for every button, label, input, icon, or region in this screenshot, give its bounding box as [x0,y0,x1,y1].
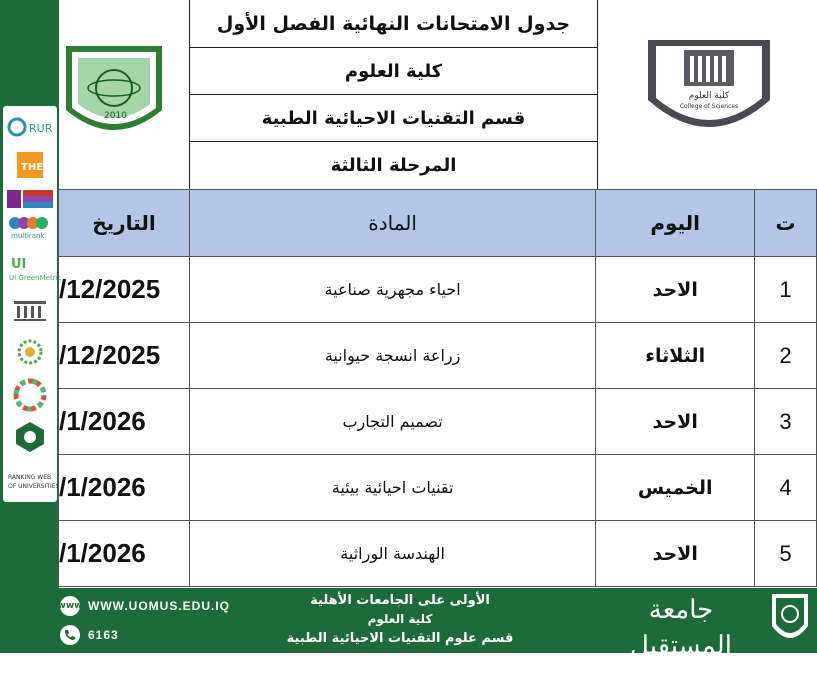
arab-universities-logo [7,336,53,368]
website-row [57,596,230,616]
exam-date: /12/2025 [59,323,190,389]
exam-day: الاحد [596,521,755,587]
svg-text:كلية العلوم: كلية العلوم [688,91,730,101]
footer-bar [0,588,817,684]
table-row [59,257,817,323]
college-name: كلية العلوم [190,47,597,95]
row-number: 4 [755,455,817,521]
university-name-en: AL-MUSTAQBAL UNIVERSITY [633,664,729,684]
university-wordmark [598,592,764,684]
footer-tagline: الأولى على الجامعات الأهلية [310,593,490,608]
ui-greenmetric-logo [7,252,62,286]
svg-text:RUR: RUR [29,122,53,135]
svg-text:RANKING WEB: RANKING WEB [8,474,52,481]
header-day: اليوم [596,190,755,257]
website-link[interactable]: WWW.UOMUS.EDU.IQ [88,599,230,613]
rankings-logo-column [3,106,62,502]
footer-college: كلية العلوم [367,612,433,626]
phone-icon [60,625,80,645]
exam-date: /12/2025 [59,257,190,323]
stage-label: المرحلة الثالثة [190,141,597,189]
table-header-row [59,190,817,257]
svg-text:UI: UI [11,257,27,272]
exam-subject: الهندسة الوراثية [189,521,595,587]
exam-date: /1/2026 [59,389,190,455]
row-number: 3 [755,389,817,455]
university-shield-logo [770,592,810,652]
exam-subject: احياء مجهرية صناعية [189,257,595,323]
department-name: قسم التقنيات الاحيائية الطبية [190,94,597,142]
college-of-sciences-logo [640,36,778,144]
exam-day: الخميس [596,455,755,521]
header-date: التاريخ [59,190,190,257]
columns-logo [7,298,53,324]
svg-text:THE: THE [21,162,44,173]
exam-day: الاحد [596,257,755,323]
svg-text:OF UNIVERSITIES: OF UNIVERSITIES [8,483,60,490]
table-row [59,455,817,521]
globe-icon: www [60,596,80,616]
university-emblem-logo [62,40,166,144]
row-number: 2 [755,323,817,389]
svg-text:College of Sciences: College of Sciences [679,103,739,110]
exam-subject: زراعة انسجة حيوانية [189,323,595,389]
svg-text:2010: 2010 [104,111,127,121]
svg-text:multirank: multirank [11,232,45,240]
exam-schedule-table [58,189,817,587]
the-logo [7,152,53,178]
university-name-ar: جامعة المستقبل [630,595,732,661]
page-title: جدول الامتحانات النهائية الفصل الأول [216,12,571,35]
table-row [59,389,817,455]
header-number: ت [755,190,817,257]
svg-text:UI GreenMetric: UI GreenMetric [9,274,62,282]
footer-text-block [250,591,550,648]
exam-day: الاحد [596,389,755,455]
footer-department: قسم علوم التقنيات الاحيائية الطبية [286,631,514,646]
sdg-logo [7,378,53,412]
header-subject: المادة [189,190,595,257]
the-impact-logo [7,186,53,212]
exam-date: /1/2026 [59,521,190,587]
row-number: 5 [755,521,817,587]
exam-day: الثلاثاء [596,323,755,389]
header-block [189,0,598,189]
webometrics-logo [7,468,60,494]
multirank-logo [7,214,53,240]
row-number: 1 [755,257,817,323]
exam-subject: تصميم التجارب [189,389,595,455]
qs-rur-logo [7,114,53,140]
table-row [59,323,817,389]
arab-federation-logo [7,420,53,458]
exam-date: /1/2026 [59,455,190,521]
phone-number: 6163 [88,628,119,642]
phone-row [60,625,119,645]
table-row [59,521,817,587]
exam-subject: تقنيات احيائية بيئية [189,455,595,521]
